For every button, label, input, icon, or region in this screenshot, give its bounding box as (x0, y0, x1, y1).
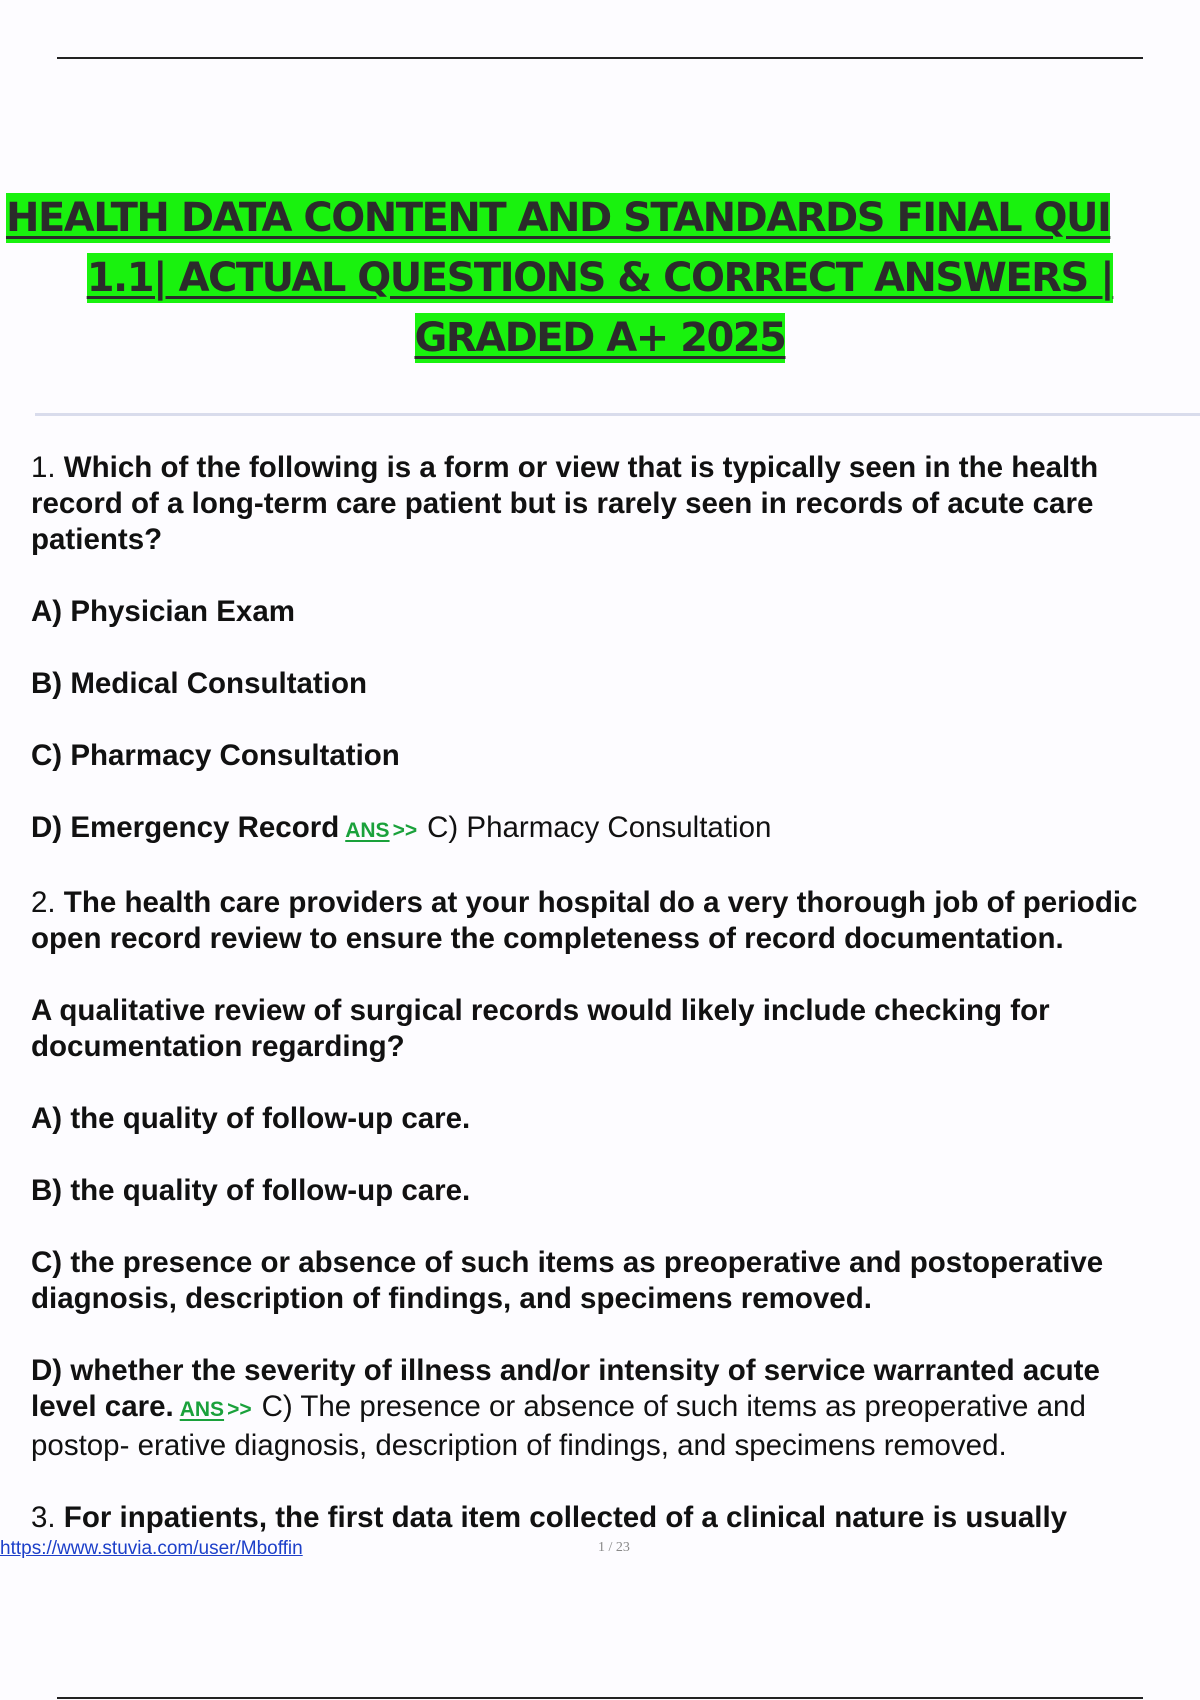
footer-source-link[interactable]: https://www.stuvia.com/user/Mboffin (0, 1538, 303, 1559)
title-line-3: GRADED A+ 2025 (414, 315, 786, 361)
ans-label: ANS (179, 1398, 225, 1421)
questions-body (31, 450, 1200, 1572)
question-number: 1. (31, 451, 56, 484)
bottom-rule (57, 1697, 1143, 1699)
top-rule (57, 57, 1143, 59)
answer-text: C) The presence or absence of such items as preoperative and (261, 1390, 1086, 1423)
title-line-1: HEALTH DATA CONTENT AND STANDARDS FINAL QUI (6, 195, 1111, 241)
page-number: 1 / 23 (598, 1540, 630, 1555)
option-d: D) whether the severity of illness and/or intensity of service warranted acute level care. ANS >> C) The presence or absence of such items as preoperative and postop- erative diagnosis, description of findings, and specimens removed. (31, 1353, 1200, 1464)
title-separator (35, 413, 1200, 416)
option-c: C) Pharmacy Consultation (31, 739, 400, 772)
option-b: B) Medical Consultation (31, 667, 367, 700)
answer-text-continued: postop- erative diagnosis, description of findings, and specimens removed. (31, 1429, 1007, 1462)
question-2: 2. The health care providers at your hospital do a very thorough job of periodic open record review to ensure the completeness of record documentation. (31, 886, 1138, 955)
option-d: D) Emergency Record ANS >> C) Pharmacy Consultation (31, 811, 772, 844)
question-number: 2. (31, 886, 56, 919)
ans-label: ANS (345, 819, 390, 842)
ans-arrow: >> (227, 1398, 252, 1421)
ans-arrow: >> (392, 819, 418, 842)
question-1: 1. Which of the following is a form or view that is typically seen in the health record of a long-term care patient but is rarely seen in records of acute care patients? (31, 451, 1099, 556)
option-c: C) the presence or absence of such items as preoperative and postoperative diagnosis, description of findings, and specimens removed. (31, 1246, 1104, 1315)
option-b: B) the quality of follow-up care. (31, 1174, 471, 1207)
document-title (0, 188, 1200, 368)
answer-text: C) Pharmacy Consultation (427, 811, 772, 844)
option-a: A) the quality of follow-up care. (31, 1102, 471, 1135)
question-3: 3. For inpatients, the first data item collected of a clinical nature is usually (31, 1501, 1068, 1534)
option-a: A) Physician Exam (31, 595, 295, 628)
question-number: 3. (31, 1501, 56, 1534)
title-line-2: 1.1| ACTUAL QUESTIONS & CORRECT ANSWERS | (86, 255, 1114, 301)
question-2-prompt: A qualitative review of surgical records would likely include checking for documentation regarding? (31, 994, 1050, 1063)
